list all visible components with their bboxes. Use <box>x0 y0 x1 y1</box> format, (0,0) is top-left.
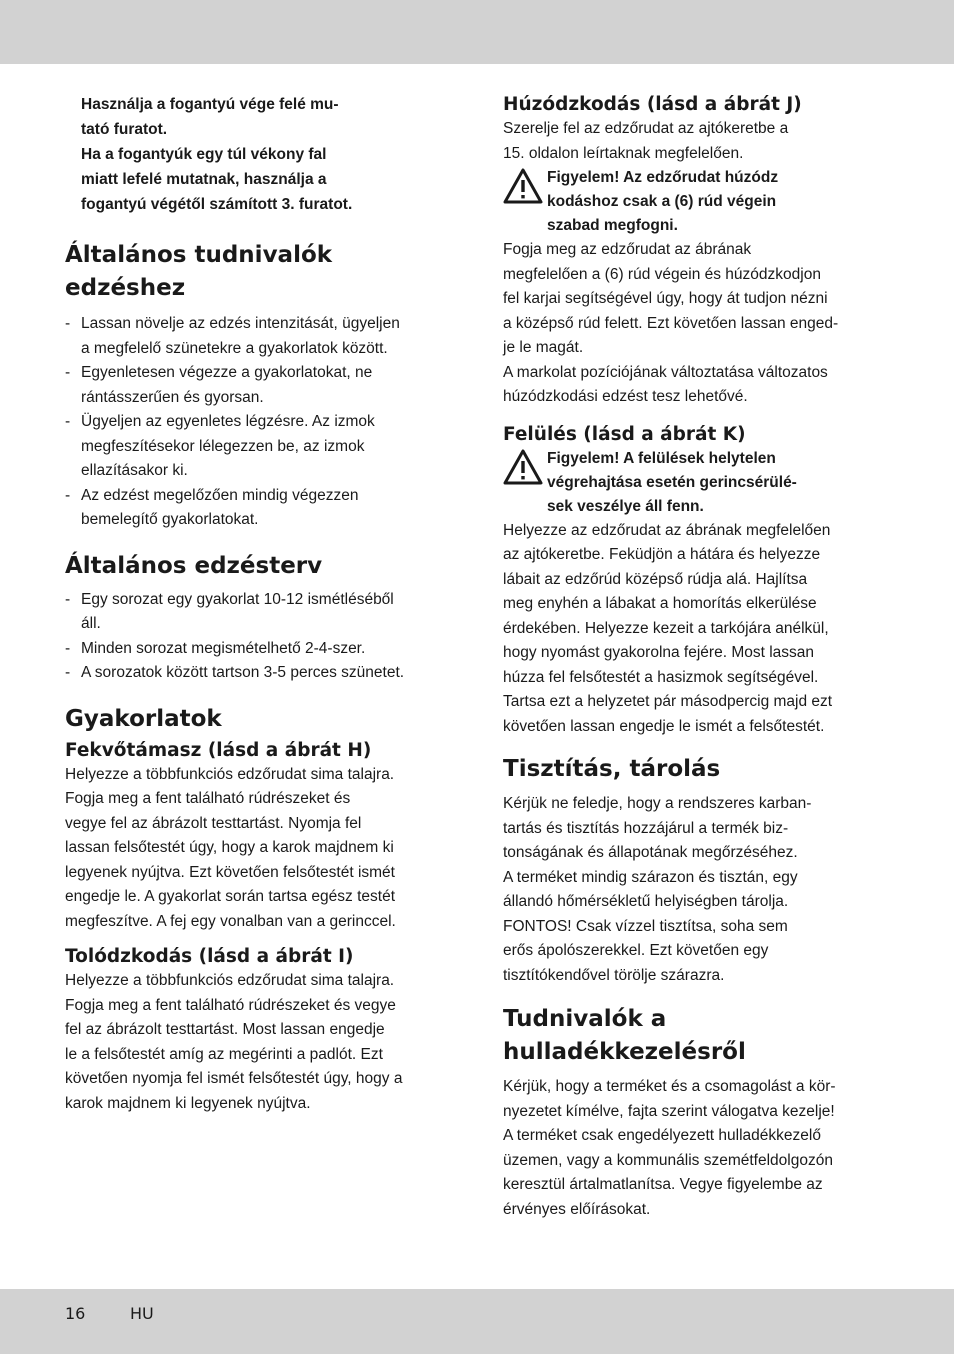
warning-triangle-icon <box>503 447 547 489</box>
situp-warning <box>503 447 893 519</box>
dip-text: Helyezze a többfunkciós edzőrudat sima talajra. Fogja meg a fent található rúdrészeket és vegye fel az ábrázolt testtartást. Most lassan engedje le a felsőtestét amíg az megérinti a padlót. Ezt követően nyomja fel ismét felsőtestét úgy, hogy a karok majdnem ki legyenek nyújtva. <box>65 972 403 1112</box>
list-item: - Egy sorozat egy gyakorlat 10-12 ismétléséből áll. <box>65 588 455 637</box>
exercises-heading: Gyakorlatok <box>65 705 222 732</box>
left-column <box>65 92 455 1116</box>
disposal-text: Kérjük, hogy a terméket és a csomagolást a kör- nyezetet kímélve, fajta szerint válogatva kezelje! A terméket csak engedélyezett hulladékkezelő üzemen, vagy a kommunális szemétfeldolgozón keresztül ártalmatlanítsa. Vegye figyelembe az érvényes előírásokat. <box>503 1078 836 1218</box>
plan-heading: Általános edzésterv <box>65 552 323 579</box>
right-column <box>503 92 893 1222</box>
pullup-text-1: Szerelje fel az edzőrudat az ajtókeretbe a 15. oldalon leírtaknak megfelelően. <box>503 120 789 162</box>
language-code: HU <box>130 1304 154 1323</box>
list-item: - Lassan növelje az edzés intenzitását, ügyeljen a megfelelő szünetekre a gyakorlatok között. <box>65 312 455 361</box>
general-heading: Általános tudnivalók edzéshez <box>65 242 333 301</box>
list-item: - A sorozatok között tartson 3-5 perces szünetet. <box>65 661 455 686</box>
list-item: - Ügyeljen az egyenletes légzésre. Az izmok megfeszítésekor lélegezzen be, az izmok ellazításakor ki. <box>65 410 455 484</box>
list-item: - Minden sorozat megismételhető 2-4-szer. <box>65 637 455 662</box>
list-item: - Az edzést megelőzően mindig végezzen bemelegítő gyakorlatokat. <box>65 484 455 533</box>
list-item: - Egyenletesen végezze a gyakorlatokat, ne rántásszerűen és gyorsan. <box>65 361 455 410</box>
pushup-heading: Fekvőtámasz (lásd a ábrát H) <box>65 739 372 761</box>
warning-triangle-icon <box>503 166 547 208</box>
header-bar <box>0 0 954 64</box>
pullup-text-2: Fogja meg az edzőrudat az ábrának megfelelően a (6) rúd végein és húzódzkodjon fel karjai segítségével úgy, hogy át tudjon nézni a középső rúd felett. Ezt követően lassan enged- je le magát. A markolat pozíciójának változtatása változatos húzódzkodási edzést tesz lehetővé. <box>503 241 839 405</box>
pullup-warning-text: Figyelem! Az edzőrudat húzódz kodáshoz csak a (6) rúd végein szabad megfogni. <box>547 169 779 234</box>
pullup-warning <box>503 166 893 238</box>
situp-warning-text: Figyelem! A felülések helytelen végrehajtása esetén gerincsérülé- sek veszélye áll fenn. <box>547 449 797 515</box>
situp-heading: Felülés (lásd a ábrát K) <box>503 423 746 445</box>
page-number: 16 <box>65 1304 86 1323</box>
general-list <box>65 312 455 533</box>
pushup-text: Helyezze a többfunkciós edzőrudat sima talajra. Fogja meg a fent található rúdrészeket és vegye fel az ábrázolt testtartást. Nyomja fel lassan felsőtestét úgy, hogy a karok majdnem ki legyenek nyújtva. Ezt követően felsőtestét ismét engedje le. A gyakorlat során tartsa egész testét megfeszítve. A fej egy vonalban van a gerinccel. <box>65 765 396 930</box>
intro-note: Használja a fogantyú vége felé mu- tató furatot. Ha a fogantyúk egy túl vékony fal miatt lefelé mutatnak, használja a fogantyú végétől számított 3. furatot. <box>81 96 353 213</box>
pullup-heading: Húzódzkodás (lásd a ábrát J) <box>503 94 802 115</box>
cleaning-heading: Tisztítás, tárolás <box>503 756 721 782</box>
plan-list <box>65 588 455 686</box>
cleaning-text: Kérjük ne feledje, hogy a rendszeres karban- tartás és tisztítás hozzájárul a termék biz- tonságának és állapotának megőrzéséhez. A terméket mindig szárazon és tisztán, egy állandó hőmérsékletű helyiségben tárolja. FONTOS! Csak vízzel tisztítsa, soha sem erős ápolószerekkel. Ezt követően egy tisztítókendővel törölje szárazra. <box>503 795 812 984</box>
dip-heading: Tolódzkodás (lásd a ábrát I) <box>65 946 354 967</box>
situp-text: Helyezze az edzőrudat az ábrának megfelelően az ajtókeretbe. Feküdjön a hátára és helyezze lábait az edzőrúd középső rúdja alá. Hajlítsa meg enyhén a lábakat a homorítás elkerülése érdekében. Helyezze kezeit a tarkójára anélkül, hogy nyomást gyakorolna fejére. Most lassan húzza fel felsőtestét a hasizmok segítségével. Tartsa ezt a helyzetet pár másodpercig majd ezt követően lassan engedje le ismét a felsőtestét. <box>503 521 833 735</box>
disposal-heading: Tudnivalók a hulladékkezelésről <box>503 1006 746 1065</box>
